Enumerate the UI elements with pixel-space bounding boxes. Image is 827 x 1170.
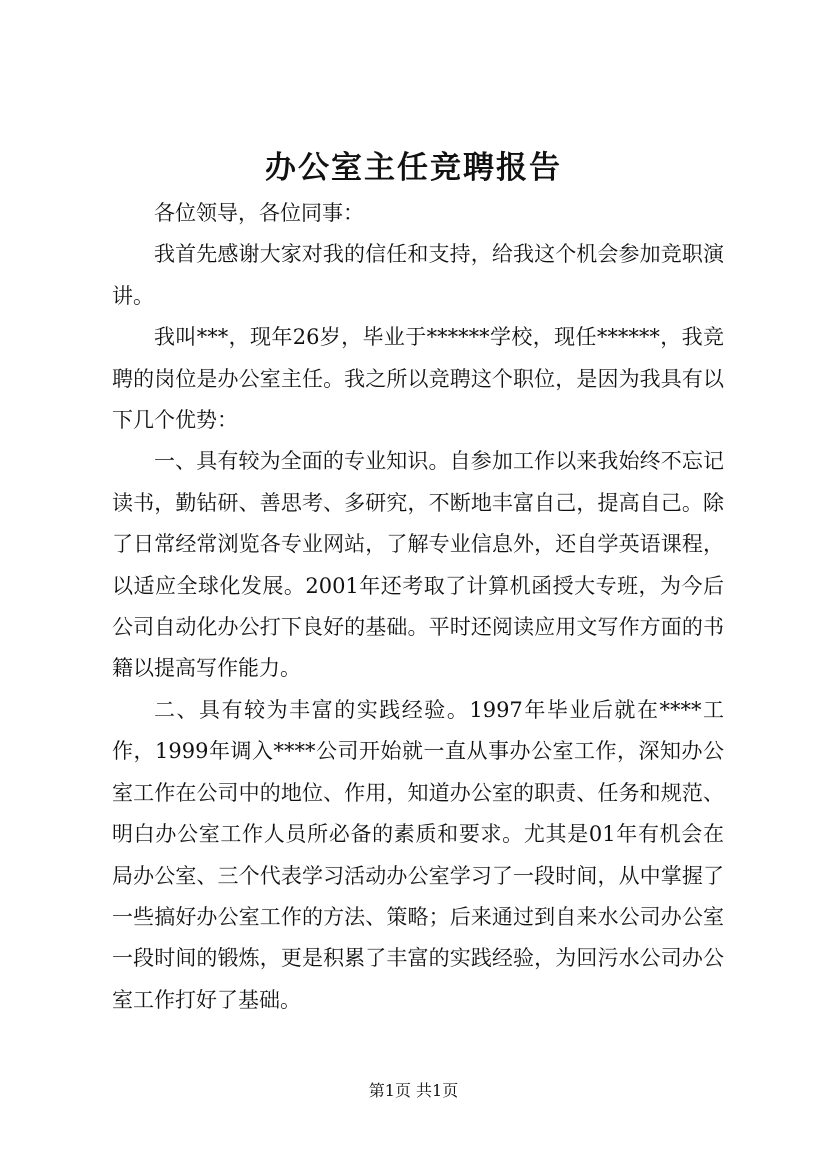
paragraph-salutation: 各位领导，各位同事： <box>154 201 364 225</box>
paragraph-advantage-experience: 二、具有较为丰富的实践经验。1997年毕业后就在****工作，1999年调入****公司开始就一直从事办公室工作，深知办公室工作在公司中的地位、作用，知道办公室的职责、任务和规范、明白办公室工作人员所必备的素质和要求。尤其是01年有机会在局办公室、三个代表学习活动办公室学习了一段时间，从中掌握了一些搞好办公室工作的方法、策略；后来通过到自来水公司办公室一段时间的锻炼，更是积累了丰富的实践经验，为回污水公司办公室工作打好了基础。 <box>112 697 724 1012</box>
document-body <box>112 193 724 1021</box>
page-number-footer: 第1页 共1页 <box>368 1081 459 1100</box>
paragraph-thanks: 我首先感谢大家对我的信任和支持，给我这个机会参加竞职演讲。 <box>112 242 724 308</box>
paragraph-advantage-knowledge: 一、具有较为全面的专业知识。自参加工作以来我始终不忘记读书，勤钻研、善思考、多研究，不断地丰富自己，提高自己。除了日常经常浏览各专业网站，了解专业信息外，还自学英语课程，以适应全球化发展。2001年还考取了计算机函授大专班，为今后公司自动化办公打下良好的基础。平时还阅读应用文写作方面的书籍以提高写作能力。 <box>112 449 724 681</box>
paragraph-introduction: 我叫***，现年26岁，毕业于******学校，现任******，我竞聘的岗位是办公室主任。我之所以竞聘这个职位，是因为我具有以下几个优势： <box>112 325 724 433</box>
document-title: 办公室主任竞聘报告 <box>265 150 562 186</box>
